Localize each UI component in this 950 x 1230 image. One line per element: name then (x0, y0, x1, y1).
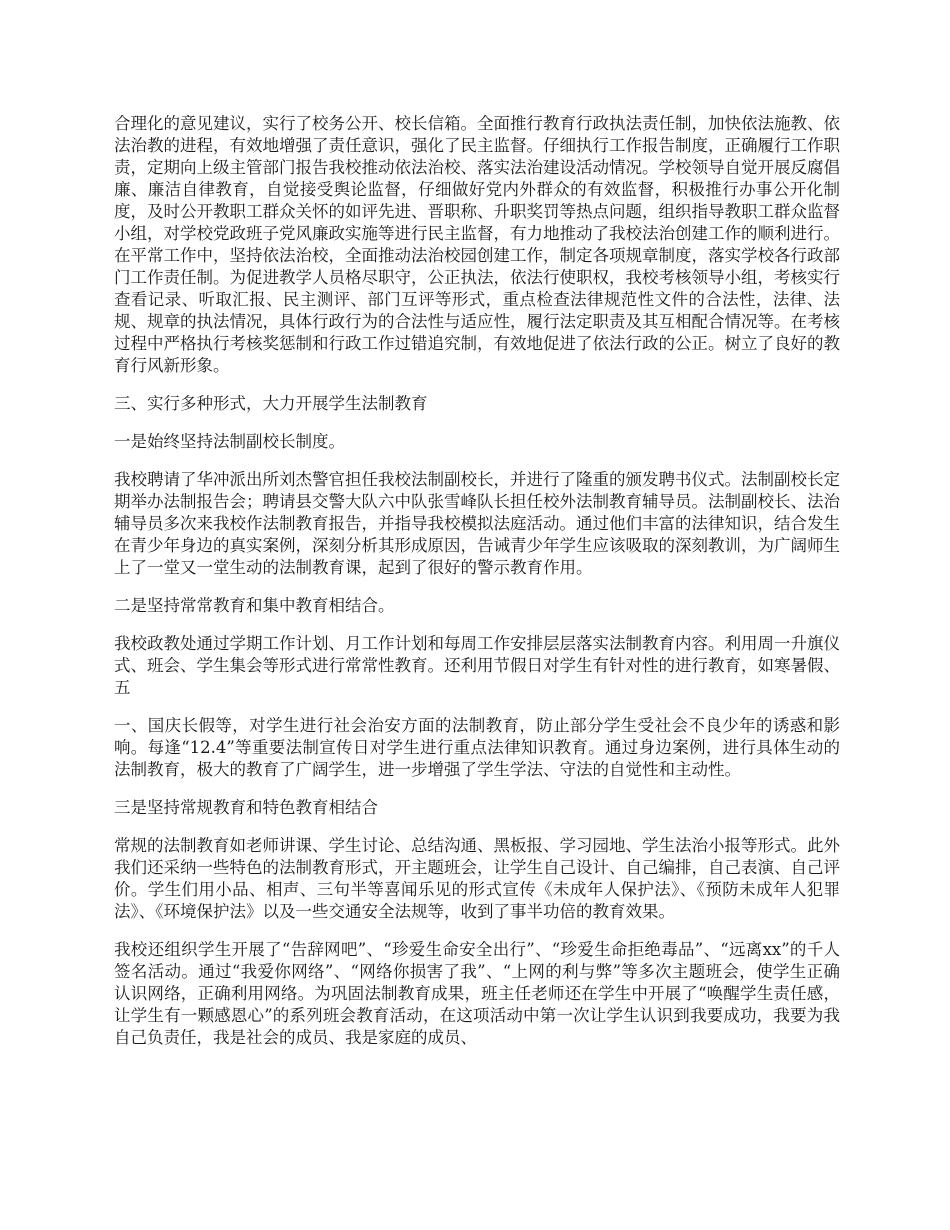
paragraph-signature-activities: 我校还组织学生开展了“告辞网吧”、“珍爱生命安全出行”、“珍爱生命拒绝毒品”、“远离xx”的千人签名活动。通过“我爱你网络”、“网络你损害了我”、“上网的利与弊”等多次主题班会，使学生正确认识网络，正确利用网络。为巩固法制教育成果，班主任老师还在学生中开展了“唤醒学生责任感，让学生有一颗感恩心”的系列班会教育活动，在这项活动中第一次让学生认识到我要成功，我要为我自己负责任，我是社会的成员、我是家庭的成员、 (114, 940, 840, 1047)
document-body (114, 113, 840, 1065)
paragraph-holiday-education: 一、国庆长假等，对学生进行社会治安方面的法制教育，防止部分学生受社会不良少年的诱惑和影响。每逢“12.4”等重要法制宣传日对学生进行重点法律知识教育。通过身边案例，进行具体生动的法制教育，极大的教育了广阔学生，进一步增强了学生学法、守法的自觉性和主动性。 (114, 716, 840, 779)
paragraph-legal-vice-principal: 我校聘请了华冲派出所刘杰警官担任我校法制副校长，并进行了隆重的颁发聘书仪式。法制副校长定期举办法制报告会；聘请县交警大队六中队张雪峰队长担任校外法制教育辅导员。法制副校长、法治辅导员多次来我校作法制教育报告，并指导我校模拟法庭活动。通过他们丰富的法律知识，结合发生在青少年身边的真实案例，深刻分析其形成原因，告诫青少年学生应该吸取的深刻教训，为广阔师生上了一堂又一堂生动的法制教育课，起到了很好的警示教育作用。 (114, 470, 840, 577)
section-heading-3: 三、实行多种形式，大力开展学生法制教育 (114, 394, 428, 413)
paragraph-accountability: 合理化的意见建议，实行了校务公开、校长信箱。全面推行教育行政执法责任制，加快依法施教、依法治教的进程，有效地增强了责任意识，强化了民主监督。仔细执行工作报告制度，正确履行工作职责，定期向上级主管部门报告我校推动依法治校、落实法治建设活动情况。学校领导自觉开展反腐倡廉、廉洁自律教育，自觉接受舆论监督，仔细做好党内外群众的有效监督，积极推行办事公开化制度，及时公开教职工群众关怀的如评先进、晋职称、升职奖罚等热点问题，组织指导教职工群众监督小组，对学校党政班子党风廉政实施等进行民主监督，有力地推动了我校法治创建工作的顺利进行。在平常工作中，坚持依法治校，全面推动法治校园创建工作，制定各项规章制度，落实学校各行政部门工作责任制。为促进教学人员格尽职守，公正执法，依法行使职权，我校考核领导小组，考核实行查看记录、听取汇报、民主测评、部门互评等形式，重点检查法律规范性文件的合法性，法律、法规、规章的执法情况，具体行政行为的合法性与适应性，履行法定职责及其互相配合情况等。在考核过程中严格执行考核奖惩制和行政工作过错追究制，有效地促进了依法行政的公正。树立了良好的教育行风新形象。 (114, 114, 840, 375)
subheading-2: 二是坚持常常教育和集中教育相结合。 (114, 596, 395, 615)
subheading-1: 一是始终坚持法制副校长制度。 (114, 432, 345, 451)
paragraph-special-education: 常规的法制教育如老师讲课、学生讨论、总结沟通、黑板报、学习园地、学生法治小报等形式。此外我们还采纳一些特色的法制教育形式，开主题班会，让学生自己设计、自己编排，自己表演、自己评价。学生们用小品、相声、三句半等喜闻乐见的形式宣传《未成年人保护法》、《预防未成年人犯罪法》、《环境保护法》以及一些交通安全法规等，收到了事半功倍的教育效果。 (114, 836, 840, 921)
subheading-3: 三是坚持常规教育和特色教育相结合 (114, 798, 378, 817)
paragraph-regular-education: 我校政教处通过学期工作计划、月工作计划和每周工作安排层层落实法制教育内容。利用周一升旗仪式、班会、学生集会等形式进行常常性教育。还利用节假日对学生有针对性的进行教育，如寒暑假、五 (114, 634, 840, 697)
